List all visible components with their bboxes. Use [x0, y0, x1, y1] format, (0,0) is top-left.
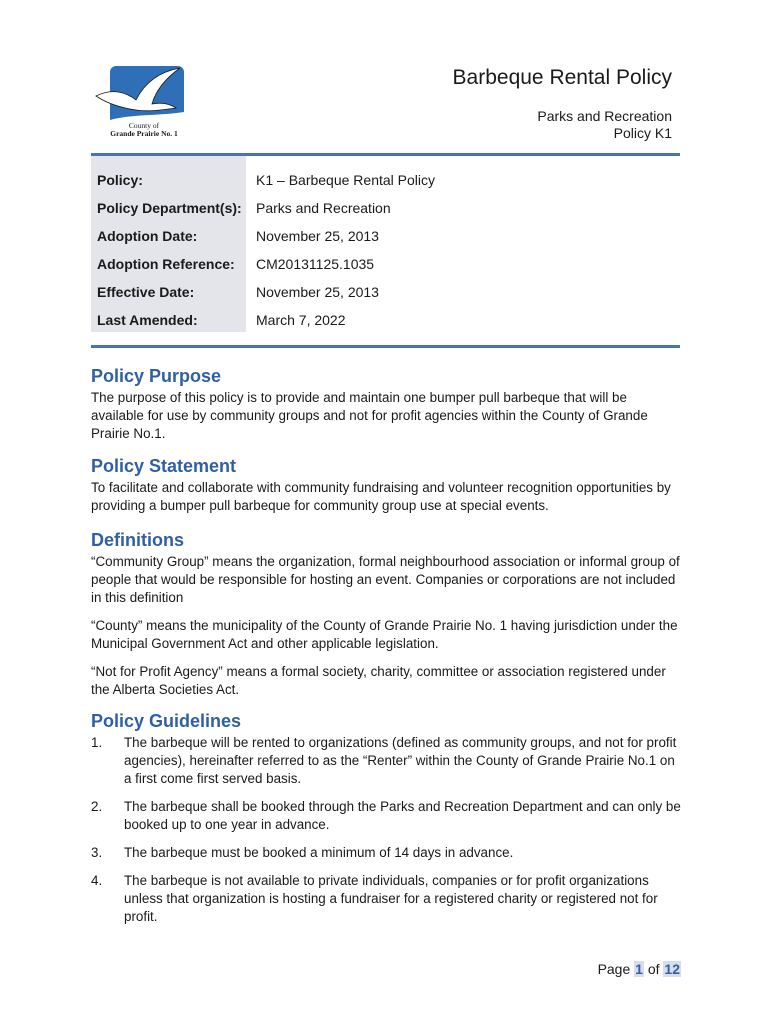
guideline-item — [91, 844, 681, 862]
department-label: Parks and Recreation — [537, 108, 672, 124]
purpose-heading: Policy Purpose — [91, 366, 222, 386]
purpose-section — [91, 366, 681, 443]
meta-label: Policy Department(s): — [97, 200, 242, 216]
definitions-section — [91, 530, 681, 699]
logo-caption — [108, 122, 180, 138]
of-word: of — [647, 961, 660, 977]
guideline-number: 4. — [91, 873, 103, 888]
total-pages-number: 12 — [664, 961, 680, 977]
purpose-text: The purpose of this policy is to provide and maintain one bumper pull barbeque that will be available for use by community groups and not for profit agencies within the County of Grande Prairie No.1. — [91, 390, 648, 441]
meta-label: Last Amended: — [97, 312, 198, 328]
guideline-text: The barbeque is not available to private individuals, companies or for profit organizations unless that organization is hosting a fundraiser for a registered charity or registered not for profit. — [124, 873, 658, 924]
guideline-item — [91, 734, 681, 788]
meta-row-adoption-date — [91, 226, 680, 254]
guidelines-heading: Policy Guidelines — [91, 711, 242, 731]
meta-value: K1 – Barbeque Rental Policy — [256, 172, 435, 188]
guideline-text: The barbeque shall be booked through the Parks and Recreation Department and can only be booked up to one year in advance. — [124, 799, 681, 832]
policy-code: Policy K1 — [613, 125, 672, 141]
logo-caption-line2: Grande Prairie No. 1 — [110, 129, 178, 138]
meta-label: Adoption Date: — [97, 228, 198, 244]
definition-item: “County” means the municipality of the County of Grande Prairie No. 1 having jurisdiction under the Municipal Government Act and other applicable legislation. — [91, 618, 678, 651]
statement-section — [91, 456, 681, 515]
meta-row-effective-date — [91, 282, 680, 310]
statement-heading: Policy Statement — [91, 456, 237, 476]
meta-row-last-amended — [91, 310, 680, 338]
logo-caption-line1: County of — [128, 121, 160, 130]
statement-text: To facilitate and collaborate with community fundraising and volunteer recognition opportunities by providing a bumper pull barbeque for community group use at special events. — [91, 480, 671, 513]
meta-value: March 7, 2022 — [256, 312, 346, 328]
meta-label: Policy: — [97, 172, 143, 188]
meta-label: Effective Date: — [97, 284, 195, 300]
guideline-item — [91, 872, 681, 926]
guideline-text: The barbeque will be rented to organizations (defined as community groups, and not for profit agencies), hereinafter referred to as the “Renter” within the County of Grande Prairie No.1 on a first come first served basis. — [124, 735, 677, 786]
guidelines-section — [91, 711, 681, 926]
guideline-item — [91, 798, 681, 834]
meta-value: November 25, 2013 — [256, 284, 379, 300]
meta-value: November 25, 2013 — [256, 228, 379, 244]
meta-row-adoption-reference — [91, 254, 680, 282]
definition-item: “Not for Profit Agency” means a formal society, charity, committee or association registered under the Alberta Societies Act. — [91, 664, 666, 697]
meta-value: Parks and Recreation — [256, 200, 391, 216]
guideline-number: 1. — [91, 735, 103, 750]
meta-value: CM20131125.1035 — [256, 256, 375, 272]
guideline-number: 3. — [91, 845, 103, 860]
definitions-heading: Definitions — [91, 530, 184, 550]
page-word: Page — [597, 961, 631, 977]
meta-row-department — [91, 198, 680, 226]
document-title: Barbeque Rental Policy — [452, 66, 672, 89]
meta-row-policy — [91, 170, 680, 198]
definition-item: “Community Group” means the organization, formal neighbourhood association or informal group of people that would be responsible for hosting an event. Companies or corporations are not included in this definition — [91, 554, 680, 605]
page-footer — [598, 961, 681, 977]
guideline-text: The barbeque must be booked a minimum of 14 days in advance. — [124, 845, 514, 860]
document-subtitle — [537, 108, 672, 142]
bottom-rule — [91, 345, 680, 348]
current-page-number: 1 — [635, 961, 643, 977]
meta-label: Adoption Reference: — [97, 256, 235, 272]
guideline-number: 2. — [91, 799, 103, 814]
